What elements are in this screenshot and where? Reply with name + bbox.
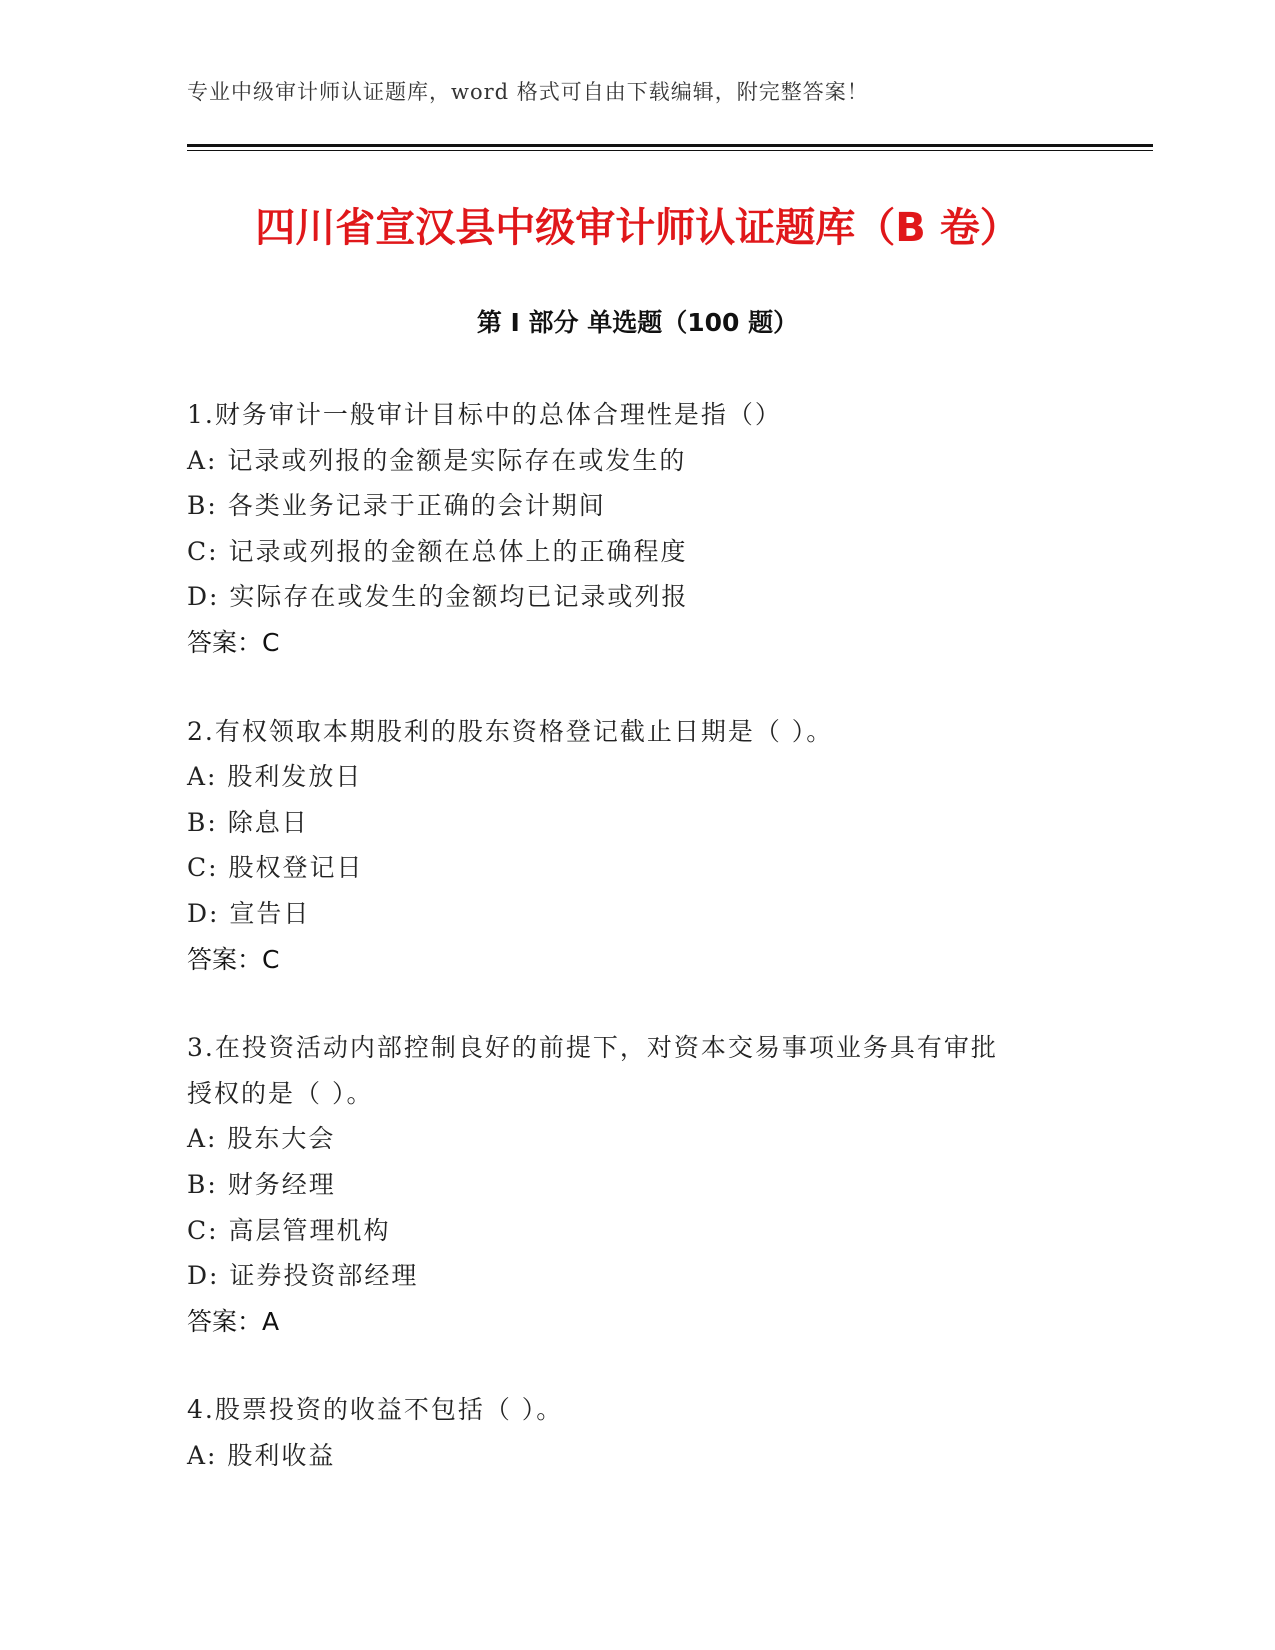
question-2 [187,709,1067,983]
option-b: B: 除息日 [187,807,309,837]
question-4 [187,1387,1067,1478]
option-d: D: 实际存在或发生的金额均已记录或列报 [187,582,689,612]
document-title: 四川省宣汉县中级审计师认证题库（B 卷） [255,205,1020,251]
option-c: C: 记录或列报的金额在总体上的正确程度 [187,536,688,566]
option-a: A: 股东大会 [187,1124,336,1154]
header-note: 专业中级审计师认证题库，word 格式可自由下载编辑，附完整答案！ [187,80,869,104]
question-3 [187,1025,1067,1344]
question-stem: 2.有权领取本期股利的股东资格登记截止日期是（ ）。 [187,716,834,746]
header-divider-thick [187,144,1153,147]
option-a: A: 股利发放日 [187,762,363,792]
option-d: D: 证券投资部经理 [187,1261,419,1291]
question-stem: 4.股票投资的收益不包括（ ）。 [187,1395,564,1425]
answer: 答案：A [187,1306,280,1336]
question-stem: 3.在投资活动内部控制良好的前提下，对资本交易事项业务具有审批 [187,1033,998,1063]
answer: 答案：C [187,627,280,657]
option-b: B: 各类业务记录于正确的会计期间 [187,491,606,521]
option-c: C: 高层管理机构 [187,1215,391,1245]
option-a: A: 股利收益 [187,1440,336,1470]
option-b: B: 财务经理 [187,1169,336,1199]
answer: 答案：C [187,944,280,974]
question-list [187,392,1067,1521]
option-d: D: 宣告日 [187,898,311,928]
option-c: C: 股权登记日 [187,853,364,883]
header-divider-thin [187,150,1153,151]
question-1 [187,392,1067,666]
section-title: 第 I 部分 单选题（100 题） [476,308,799,337]
question-stem: 1.财务审计一般审计目标中的总体合理性是指（） [187,400,782,429]
option-a: A: 记录或列报的金额是实际存在或发生的 [187,445,687,475]
question-stem-continued: 授权的是（ ）。 [187,1078,374,1108]
